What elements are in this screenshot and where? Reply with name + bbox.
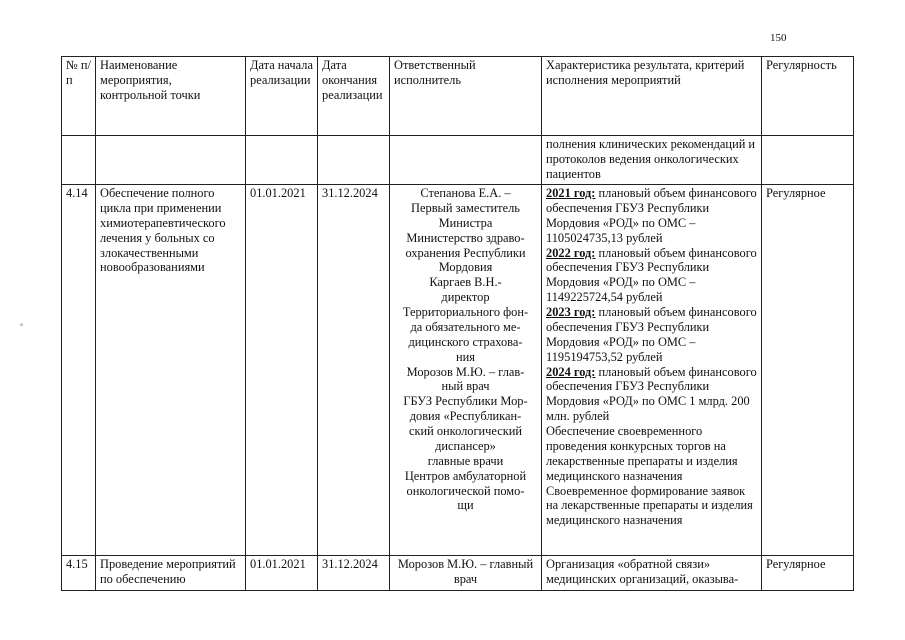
responsible-line: охранения Республики — [405, 245, 526, 260]
responsible-line: диспансер» — [435, 438, 496, 453]
cont-regularity — [762, 136, 854, 185]
row-num: 4.15 — [62, 556, 96, 591]
table-row-4-14 — [62, 185, 854, 556]
row-end: 31.12.2024 — [318, 185, 390, 556]
responsible-line: довия «Республикан- — [409, 409, 522, 424]
result-2022 — [546, 246, 757, 306]
responsible-line: директор — [441, 290, 490, 305]
row-name: Проведение мероприятий по обеспечению — [96, 556, 246, 591]
cont-start — [246, 136, 318, 185]
row-responsible: Морозов М.Ю. – главный врач — [390, 556, 542, 591]
page-number: 150 — [770, 32, 787, 44]
responsible-line: Морозов М.Ю. – глав- — [406, 364, 525, 379]
year-label: 2023 год: — [546, 305, 596, 319]
year-label: 2024 год: — [546, 364, 596, 379]
row-regularity: Регулярное — [762, 556, 854, 591]
result-tenders: Обеспечение своевременного проведения конкурсных торгов на лекарственные препараты и изделия медицинского назначения — [546, 424, 738, 483]
header-name: Наименование мероприятия, контрольной точки — [96, 57, 246, 136]
header-num: № п/п — [62, 57, 96, 136]
result-2021 — [546, 186, 757, 246]
result-2024 — [546, 365, 757, 425]
cont-num — [62, 136, 96, 185]
row-num: 4.14 — [62, 185, 96, 556]
row-result: Организация «обратной связи» медицинских организаций, оказыва- — [542, 556, 762, 591]
header-responsible: Ответственный исполнитель — [390, 57, 542, 136]
responsible-line: онкологической помо- — [406, 483, 525, 498]
year-label: 2022 год: — [546, 245, 596, 260]
responsible-line: ГБУЗ Республики Мор- — [403, 394, 528, 409]
header-end: Дата окончания реализации — [318, 57, 390, 136]
header-start: Дата начала реализации — [246, 57, 318, 136]
cont-name — [96, 136, 246, 185]
row-start: 01.01.2021 — [246, 556, 318, 591]
responsible-line: Степанова Е.А. – — [420, 186, 511, 200]
year-text: плановый объем финансового обеспечения ГБУЗ Республики Мордовия «РОД» по ОМС – 1105024735,13 рублей — [546, 186, 757, 245]
row-regularity: Регулярное — [762, 185, 854, 556]
responsible-line: Территориального фон- — [402, 305, 529, 319]
activities-table — [61, 56, 854, 591]
header-result: Характеристика результата, критерий исполнения мероприятий — [542, 57, 762, 136]
responsible-line: Министерство здраво- — [406, 230, 525, 245]
year-text: плановый объем финансового обеспечения ГБУЗ Республики Мордовия «РОД» по ОМС – 1149225724,54 рублей — [546, 245, 757, 305]
responsible-line: дицинского страхова- — [408, 334, 523, 349]
responsible-line: Министра — [438, 215, 493, 230]
row-result — [542, 185, 762, 556]
responsible-line: главные врачи — [427, 453, 504, 468]
result-orders: Своевременное формирование заявок на лекарственные препараты и изделия медицинского назначения — [546, 483, 753, 528]
header-row — [62, 57, 854, 136]
responsible-line: ский онкологический — [408, 424, 523, 438]
scan-speck: ° — [20, 322, 24, 331]
responsible-line: щи — [457, 498, 474, 513]
table-row-4-15 — [62, 556, 854, 591]
responsible-line: ный врач — [441, 379, 490, 394]
year-text: плановый объем финансового обеспечения ГБУЗ Республики Мордовия «РОД» по ОМС – 1195194753,52 рублей — [546, 305, 757, 364]
year-label: 2021 год: — [546, 186, 596, 200]
responsible-line: Центров амбулаторной — [404, 468, 527, 483]
row-start: 01.01.2021 — [246, 185, 318, 556]
result-2023 — [546, 305, 757, 365]
continuation-row — [62, 136, 854, 185]
row-name: Обеспечение полного цикла при применении химиотерапевтического лечения у больных со злокачественными новообразованиями — [96, 185, 246, 556]
cont-responsible — [390, 136, 542, 185]
year-text: плановый объем финансового обеспечения ГБУЗ Республики Мордовия «РОД» по ОМС 1 млрд. 200 млн. рублей — [546, 364, 757, 424]
cont-result: полнения клинических рекомендаций и протоколов ведения онкологических пациентов — [542, 136, 762, 185]
header-regularity: Регулярность — [762, 57, 854, 136]
cont-end — [318, 136, 390, 185]
responsible-line: Мордовия — [438, 260, 493, 275]
row-responsible — [390, 185, 542, 556]
responsible-line: ния — [456, 349, 475, 364]
responsible-line: Каргаев В.Н.- — [429, 275, 502, 290]
responsible-line: Первый заместитель — [411, 200, 520, 215]
row-end: 31.12.2024 — [318, 556, 390, 591]
responsible-line: да обязательного ме- — [410, 319, 521, 334]
